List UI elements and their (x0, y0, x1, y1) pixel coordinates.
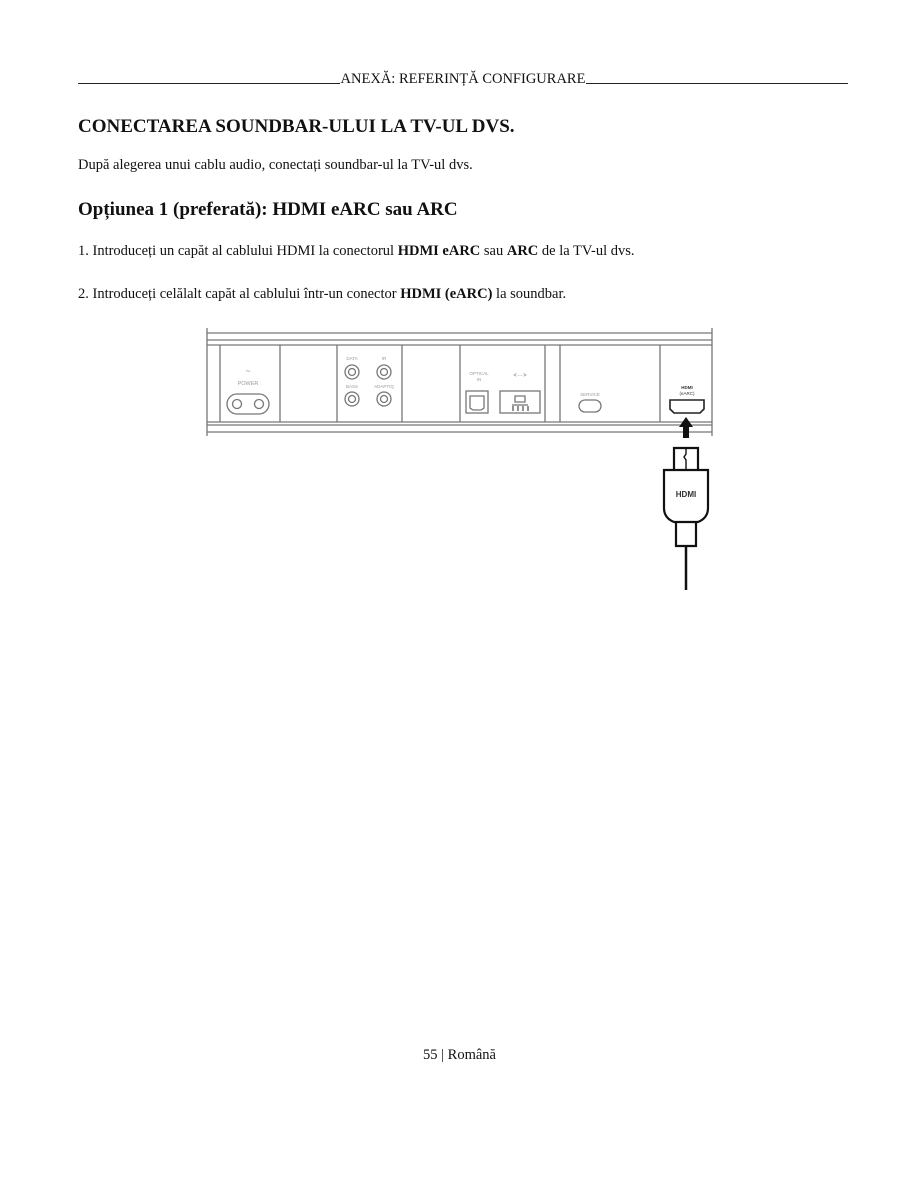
svg-text:~: ~ (245, 366, 251, 376)
footer-separator: | (437, 1047, 448, 1063)
step-bold: ARC (506, 243, 539, 259)
rca-jacks (345, 356, 394, 406)
soundbar-back-panel (207, 328, 712, 436)
power-connector (227, 366, 269, 414)
usb-label: <···> (513, 373, 527, 379)
adaptiq-label: ADAPTIQ (374, 384, 394, 389)
header-text: ANEXĂ: REFERINȚĂ CONFIGURARE (340, 71, 586, 87)
step-bold: HDMI eARC (397, 243, 481, 259)
header-rule-left (78, 83, 340, 84)
step-bold: HDMI (eARC) (400, 286, 493, 302)
footer-language: Română (447, 1047, 496, 1063)
step-text: sau (480, 243, 507, 259)
service-port (579, 392, 601, 412)
ir-label: IR (381, 356, 387, 361)
step-text: 1. Introduceți un capăt al cablului HDMI la conectorul (78, 243, 398, 259)
step-2 (78, 286, 566, 303)
optical-connector (466, 371, 489, 413)
usb-connector (500, 373, 540, 413)
optical-label-in: IN (476, 377, 482, 382)
page-number: 55 (423, 1047, 438, 1063)
page-footer (0, 1047, 919, 1064)
running-header (78, 67, 848, 87)
hdmi-earc-port (670, 385, 704, 413)
soundbar-hdmi-diagram (200, 325, 720, 595)
arrow-icon (679, 417, 693, 438)
power-label: POWER (237, 381, 259, 387)
hdmi-cable-plug (664, 448, 708, 590)
hdmi-plug-label: HDMI (675, 490, 697, 499)
service-label: SERVICE (580, 392, 600, 397)
step-1 (78, 243, 635, 260)
step-text: 2. Introduceți celălalt capăt al cablului într-un conector (78, 286, 401, 302)
section-title: CONECTAREA SOUNDBAR-ULUI LA TV-UL DVS. (78, 116, 515, 137)
data-label: DATA (346, 356, 358, 361)
hdmi-port-label: HDMI (681, 385, 693, 390)
step-text: la soundbar. (492, 286, 567, 302)
bass-label: BASS (345, 384, 359, 389)
header-rule-right (586, 83, 848, 84)
step-text: de la TV-ul dvs. (538, 243, 635, 259)
hdmi-port-label-earc: (eARC) (679, 391, 695, 396)
option-heading: Opțiunea 1 (preferată): HDMI eARC sau ARC (78, 199, 458, 220)
intro-paragraph: După alegerea unui cablu audio, conectați soundbar-ul la TV-ul dvs. (78, 157, 473, 173)
optical-label: OPTICAL (469, 371, 489, 376)
